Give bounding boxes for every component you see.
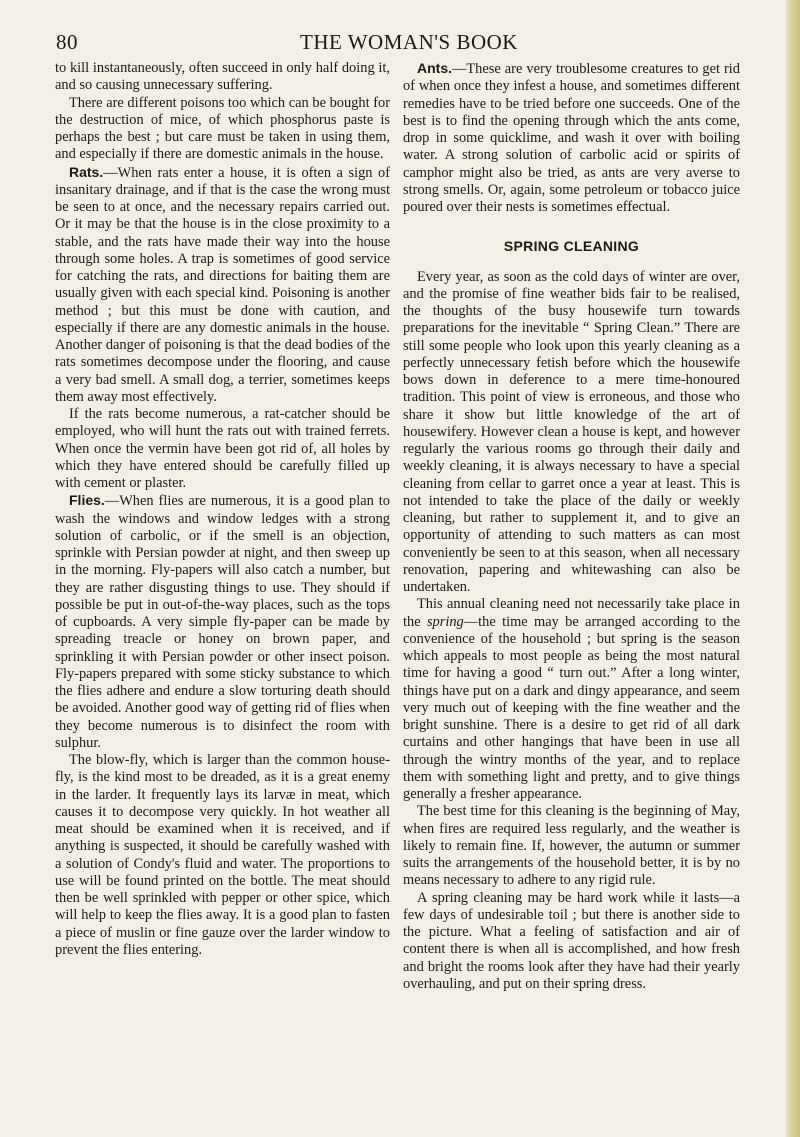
flies-paragraph [55, 492, 390, 752]
rats-heading: Rats. [69, 163, 104, 180]
ants-heading: Ants. [417, 60, 452, 76]
text-run: This annual cleaning need not necessarily take place in the [403, 596, 740, 630]
paragraph: The blow-fly, which is larger than the common house-fly, is the kind most to be dreaded, as it is a great enemy in the larder. It frequently lays its larvæ in meat, which causes it to decompose very quickly. In hot weather all meat should be examined when it is received, and if anything is suspected, it should be carefully washed with a solution of Condy's fluid and water. The proportions to use will be found printed on the bottle. The meat should then be well sprinkled with pepper or other spice, which will help to keep the flies away. It is a good plan to fasten a piece of muslin or fine gauze over the larder window to prevent the flies entering. [55, 752, 390, 958]
paragraph: The best time for this cleaning is the beginning of May, when fires are required less regularly, and the weather is likely to remain fine. If, however, the autumn or summer suits the arrangements of the household better, it is by no means necessary to adhere to any rigid rule. [403, 803, 740, 889]
flies-text: —When flies are numerous, it is a good plan to wash the windows and window ledges with a strong solution of carbolic, or if the smell is an objection, sprinkle with Persian powder at night, and then sweep up in the morning. Fly-papers will also catch a number, but they are rather disgusting things to use. They should if possible be put in out-of-the-way places, such as the tops of cupboards. A very simple fly-paper can be made by spreading treacle or honey on brown paper, and sprinkling it with Persian powder or other insect poison. Fly-papers prepared with some sticky substance to which the flies adhere and endure a slow torturing death should be avoided. Another good way of getting rid of flies when they become numerous is to disinfect the room with sulphur. [55, 493, 390, 751]
page-number: 80 [56, 30, 78, 54]
ants-paragraph [403, 60, 740, 216]
page-edge-shadow [786, 0, 800, 1137]
paragraph [403, 596, 740, 803]
ants-text: —These are very troublesome creatures to get rid of when once they infest a house, and sometimes different remedies have to be tried before one succeeds. One of the best is to find the opening through which the ants come, drop in some quicklime, and wash it over with boiling water. A strong solution of carbolic acid or spirits of camphor might also be tried, as ants are very averse to strong smells. Or, again, some petroleum or tobacco juice poured over their nests is sometimes effectual. [403, 61, 740, 215]
emphasis-spring: spring [426, 613, 464, 630]
rats-paragraph [55, 164, 390, 407]
text-run: —the time may be arranged according to the convenience of the household ; but spring is the season which appeals to most people as being the most natural time for having a good “ turn out.” After a long winter, things have put on a dark and dingy appearance, and seem very much out of keeping with the fine weather and the bright sunshine. There is a desire to get rid of all dark curtains and other hangings that have been in use all through the wintry months of the year, and to replace them with something light and pretty, and to give things generally a fresher appearance. [403, 613, 740, 802]
paragraph: to kill instantaneously, often succeed in only half doing it, and so causing unnecessary suffering. [55, 60, 390, 94]
rats-text: —When rats enter a house, it is often a sign of insanitary drainage, and if that is the case the wrong must be seen to at once, and the necessary repairs carried out. Or it may be that the house is in the close proximity to a stable, and the rats have made their way into the house through some holes. A trap is sometimes of good service for catching the rats, and directions for baiting them are usually given with each special kind. Poisoning is another method ; but this must be done with caution, and especially if there are any domestic animals in the house. Another danger of poisoning is that the dead bodies of the rats sometimes decompose under the flooring, and cause a very bad smell. A small dog, a terrier, sometimes keeps them away most effectively. [55, 164, 390, 405]
flies-heading: Flies. [69, 492, 105, 509]
paragraph: There are different poisons too which can be bought for the destruction of mice, of which phosphorus paste is perhaps the best ; but care must be taken in using them, and especially if there are domestic animals in the house. [55, 94, 390, 163]
right-column [403, 60, 740, 993]
running-title: THE WOMAN'S BOOK [300, 30, 518, 54]
paragraph: A spring cleaning may be hard work while it lasts—a few days of undesirable toil ; but there is another side to the picture. What a feeling of satisfaction and air of content there is when all is accomplished, and how fresh and bright the rooms look after they have had their yearly overhauling, and put on their spring dress. [403, 889, 740, 992]
paragraph: If the rats become numerous, a rat-catcher should be employed, who will hunt the rats out with trained ferrets. When once the vermin have been got rid of, all holes by which they have entered should be carefully filled up with cement or plaster. [55, 406, 390, 491]
left-column [55, 60, 390, 959]
page-header [56, 30, 762, 54]
section-heading-spring-cleaning: SPRING CLEANING [503, 238, 640, 255]
paragraph: Every year, as soon as the cold days of winter are over, and the promise of fine weather bids fair to be realised, the thoughts of the busy housewife turn towards preparations for the inevitable “ Spring Clean.” There are still some people who look upon this yearly cleaning as a perfectly unnecessary fetish before which the housewife bows down in deference to a mere time-honoured tradition. This point of view is erroneous, and those who share it show but little knowledge of the art of housewifery. However clean a house is kept, and however regularly the various rooms go through their daily and weekly cleaning, it is always necessary to have a special cleaning from cellar to garret once a year at least. This is not intended to take the place of the daily or weekly cleaning, but rather to supplement it, and to give an opportunity of attending to such matters as can most conveniently be seen to at this season, when all necessary renovation, papering and whitewashing can also be undertaken. [403, 268, 740, 595]
